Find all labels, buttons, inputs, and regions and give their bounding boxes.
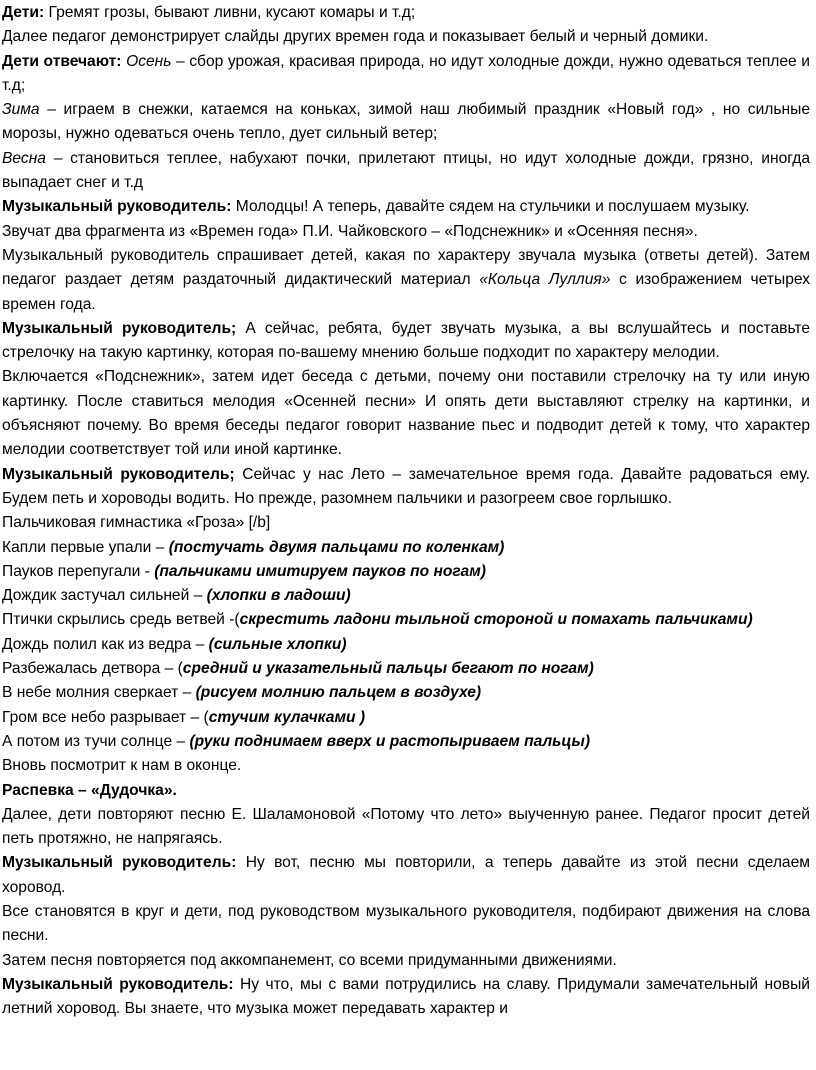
text-run: Пальчиковая гимнастика «Гроза» [/b] [2, 514, 271, 532]
italic-text: Весна [2, 149, 46, 167]
text-run: Разбежалась детвора – ( [2, 660, 183, 678]
bold-text: Музыкальный руководитель: [2, 198, 232, 216]
text-run: Звучат два фрагмента из «Времен года» П.И. Чайковского – «Подснежник» и «Осенняя песня». [2, 222, 698, 240]
bold-italic-text: (рисуем молнию пальцем в воздухе) [195, 684, 482, 702]
bold-italic-text: скрестить ладони тыльной стороной и помахать пальчиками) [239, 611, 753, 629]
paragraph [2, 754, 810, 778]
bold-italic-text: средний и указательный пальцы бегают по ногам) [182, 660, 594, 678]
paragraph [2, 98, 810, 147]
paragraph [2, 851, 810, 900]
paragraph [2, 463, 810, 512]
bold-italic-text: (руки поднимаем вверх и растопыриваем пальцы) [189, 732, 591, 750]
bold-text: Музыкальный руководитель; [2, 319, 237, 337]
text-run: Пауков перепугали - [2, 562, 155, 580]
text-run: Дождь полил как из ведра – [2, 635, 209, 653]
text-run: А потом из тучи солнце – [2, 732, 190, 750]
paragraph [2, 365, 810, 462]
text-run: Ну вот, песню мы повторили, а теперь давайте из этой песни сделаем хоровод. [2, 854, 810, 896]
paragraph [2, 147, 810, 196]
paragraph [2, 608, 810, 632]
bold-text: Музыкальный руководитель: [2, 975, 234, 993]
italic-text: Зима [2, 101, 40, 119]
paragraph [2, 317, 810, 366]
paragraph [2, 973, 810, 1022]
paragraph [2, 195, 810, 219]
text-run: Дождик застучал сильней – [2, 587, 207, 605]
paragraph [2, 1, 810, 25]
paragraph [2, 730, 810, 754]
paragraph [2, 803, 810, 852]
text-run: Музыкальный руководитель спрашивает детей, какая по характеру звучала музыка (ответы детей). Затем педагог раздает детям раздаточный дидактический материал [2, 246, 810, 289]
text-run: В небе молния сверкает – [2, 684, 196, 702]
paragraph [2, 50, 810, 99]
italic-text: «Кольца Луллия» [479, 271, 611, 289]
paragraph [2, 536, 810, 560]
text-run: Все становятся в круг и дети, под руководством музыкального руководителя, подбирают движения на слова песни. [2, 902, 810, 945]
bold-text: Музыкальный руководитель: [2, 854, 237, 872]
text-run: Сейчас у нас Лето – замечательное время года. Давайте радоваться ему. Будем петь и хороводы водить. Но прежде, разомнем пальчики и разогреем свое горлышко. [2, 465, 810, 507]
paragraph [2, 25, 810, 49]
paragraph [2, 779, 810, 803]
text-run: Птички скрылись средь ветвей -( [2, 611, 240, 629]
paragraph [2, 706, 810, 730]
bold-text: Музыкальный руководитель; [2, 465, 235, 483]
text-run: Ну что, мы с вами потрудились на славу. Придумали замечательный новый летний хоровод. Вы знаете, что музыка может передавать характер и [2, 975, 810, 1018]
paragraph [2, 584, 810, 608]
text-run: – играем в снежки, катаемся на коньках, зимой наш любимый праздник «Новый год» , но сильные морозы, нужно одеваться очень тепло, дует сильный ветер; [2, 101, 810, 143]
paragraph [2, 657, 810, 681]
bold-italic-text: (хлопки в ладоши) [206, 587, 351, 605]
paragraph [2, 511, 810, 535]
paragraph [2, 681, 810, 705]
bold-italic-text: (сильные хлопки) [208, 635, 347, 653]
paragraph [2, 900, 810, 949]
bold-italic-text: (пальчиками имитируем пауков по ногам) [154, 562, 486, 580]
text-run: Затем песня повторяется под аккомпанемент, со всеми придуманными движениями. [2, 951, 617, 969]
text-run: Гремят грозы, бывают ливни, кусают комары и т.д; [44, 4, 416, 21]
text-run: Включается «Подснежник», затем идет беседа с детьми, почему они поставили стрелочку на ту или иную картинку. После ставиться мелодия «Осенней песни» И опять дети выставляют стрелку на картинки, и объясняют почему. Во время беседы педагог говорит название пьес и подводит детей к тому, что характер мелодии соответствует той или иной картинке. [2, 368, 810, 459]
paragraph [2, 633, 810, 657]
text-run: Далее педагог демонстрирует слайды других времен года и показывает белый и черный домики. [2, 28, 709, 46]
paragraph [2, 949, 810, 973]
text-run: А сейчас, ребята, будет звучать музыка, а вы вслушайтесь и поставьте стрелочку на такую картинку, которая по-вашему мнению больше подходит по характеру мелодии. [2, 319, 810, 362]
paragraph [2, 220, 810, 244]
text-run: Капли первые упали – [2, 538, 169, 556]
text-run: – сбор урожая, красивая природа, но идут холодные дожди, нужно одеваться теплее и т.д; [2, 52, 810, 94]
bold-text: Дети: [2, 4, 45, 21]
bold-text: Распевка – «Дудочка». [2, 781, 177, 799]
paragraph [2, 560, 810, 584]
text-run: Молодцы! А теперь, давайте сядем на стульчики и послушаем музыку. [231, 198, 750, 216]
text-run: Вновь посмотрит к нам в оконце. [2, 757, 242, 775]
text-run: Гром все небо разрывает – ( [2, 708, 209, 726]
text-run: с изображением четырех времен года. [2, 271, 810, 313]
text-run: Далее, дети повторяют песню Е. Шаламоновой «Потому что лето» выученную ранее. Педагог просит детей петь протяжно, не напрягаясь. [2, 805, 810, 848]
paragraph [2, 244, 810, 317]
text-run: – становиться теплее, набухают почки, прилетают птицы, но идут холодные дожди, грязно, иногда выпадает снег и т.д [2, 149, 810, 192]
bold-italic-text: стучим кулачками ) [208, 708, 366, 726]
bold-text: Дети отвечают: [2, 52, 122, 70]
italic-text: Осень [126, 52, 172, 70]
bold-italic-text: (постучать двумя пальцами по коленкам) [168, 538, 505, 556]
